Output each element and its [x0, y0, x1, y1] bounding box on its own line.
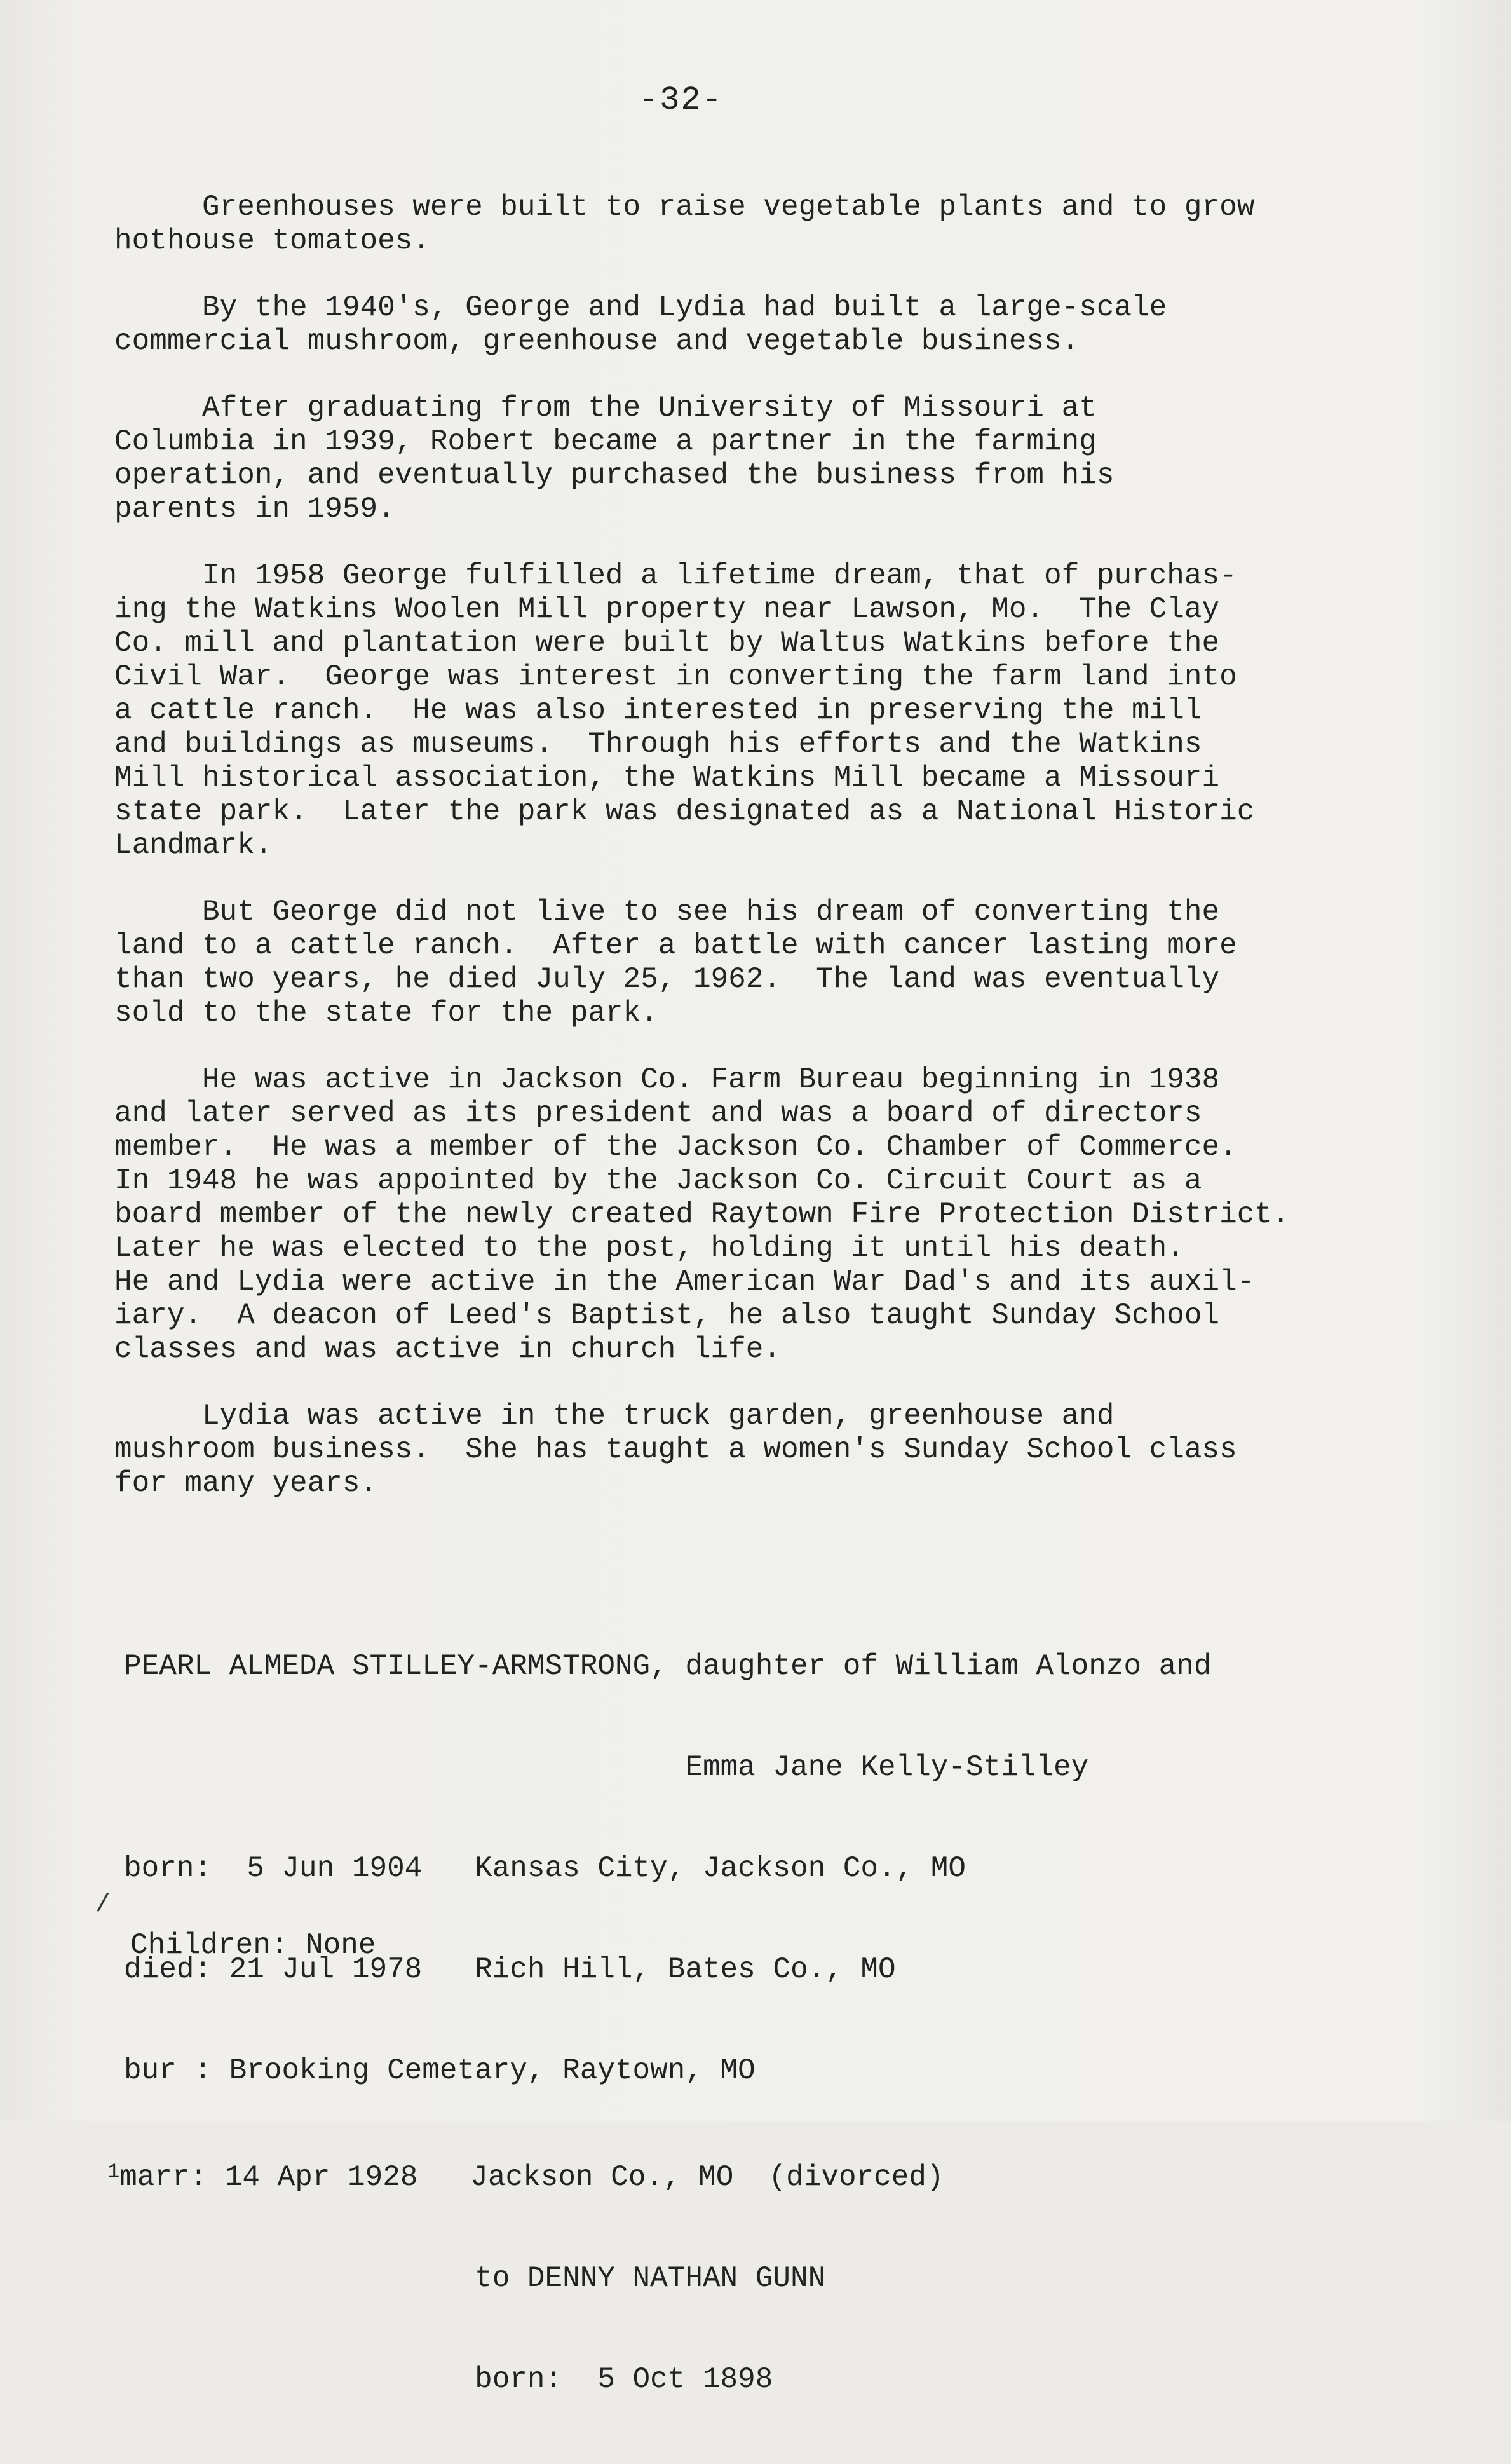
paragraph-lydia — [114, 1399, 1449, 1501]
text-line: He was active in Jackson Co. Farm Bureau beginning in 1938 — [114, 1063, 1220, 1096]
text-line: land to a cattle ranch. After a battle with cancer lasting more — [114, 929, 1237, 962]
text-line: for many years. — [114, 1467, 378, 1500]
text-line: member. He was a member of the Jackson Co. Chamber of Commerce. — [114, 1131, 1237, 1164]
text-line: iary. A deacon of Leed's Baptist, he also taught Sunday School — [114, 1299, 1220, 1332]
paragraph-greenhouses — [114, 191, 1449, 258]
text-line: Later he was elected to the post, holding it until his death. — [114, 1232, 1184, 1265]
text-line: operation, and eventually purchased the business from his — [114, 459, 1115, 492]
paragraph-activities — [114, 1063, 1449, 1366]
text-line: state park. Later the park was designated as a National Historic — [114, 795, 1255, 828]
paragraph-cancer — [114, 895, 1449, 1030]
record-spouse-born: born: 5 Oct 1898 — [124, 2363, 773, 2396]
text-line: Lydia was active in the truck garden, greenhouse and — [114, 1399, 1115, 1433]
text-line: Mill historical association, the Watkins Mill became a Missouri — [114, 761, 1220, 794]
page-number: -32- — [639, 81, 723, 119]
text-line: than two years, he died July 25, 1962. The land was eventually — [114, 963, 1220, 996]
text-line: By the 1940's, George and Lydia had built a large-scale — [114, 291, 1167, 324]
record-born: born: 5 Jun 1904 Kansas City, Jackson Co., MO — [124, 1852, 966, 1885]
body-text — [114, 191, 1449, 1534]
record-name-line: PEARL ALMEDA STILLEY-ARMSTRONG, daughter of William Alonzo and — [124, 1650, 1212, 1683]
paragraph-watkins-mill — [114, 559, 1449, 862]
text-line: Landmark. — [114, 829, 273, 862]
text-line: and buildings as museums. Through his efforts and the Watkins — [114, 728, 1202, 761]
text-line: commercial mushroom, greenhouse and vegetable business. — [114, 325, 1080, 358]
text-line: and later served as its president and was a board of directors — [114, 1097, 1202, 1130]
record-marriage: marr: 14 Apr 1928 Jackson Co., MO (divorced) — [119, 2161, 944, 2194]
paragraph-1940s — [114, 291, 1449, 358]
text-line: But George did not live to see his dream of converting the — [114, 895, 1220, 929]
text-line: ing the Watkins Woolen Mill property near Lawson, Mo. The Clay — [114, 593, 1220, 626]
stray-pen-mark: / — [95, 1891, 111, 1919]
text-line: Greenhouses were built to raise vegetable plants and to grow — [114, 191, 1255, 224]
text-line: classes and was active in church life. — [114, 1333, 781, 1366]
record-parent-line: Emma Jane Kelly-Stilley — [124, 1751, 1089, 1784]
text-line: a cattle ranch. He was also interested in preserving the mill — [114, 694, 1202, 727]
children-line: Children: None — [130, 1929, 376, 1962]
record-marriage-line — [107, 2155, 1211, 2195]
marriage-number-superscript: 1 — [107, 2160, 120, 2184]
text-line: Civil War. George was interest in converting the farm land into — [114, 660, 1237, 693]
text-line: Co. mill and plantation were built by Waltus Watkins before the — [114, 627, 1220, 660]
text-line: board member of the newly created Raytown Fire Protection District. — [114, 1198, 1290, 1231]
text-line: mushroom business. She has taught a women's Sunday School class — [114, 1433, 1237, 1466]
text-line: hothouse tomatoes. — [114, 224, 430, 257]
text-line: After graduating from the University of Missouri at — [114, 391, 1097, 425]
text-line: parents in 1959. — [114, 493, 395, 526]
text-line: sold to the state for the park. — [114, 997, 658, 1030]
record-spouse: to DENNY NATHAN GUNN — [124, 2262, 826, 2295]
record-died: died: 21 Jul 1978 Rich Hill, Bates Co., MO — [124, 1953, 896, 1986]
paragraph-robert — [114, 391, 1449, 526]
record-burial: bur : Brooking Cemetary, Raytown, MO — [124, 2054, 756, 2087]
text-line: Columbia in 1939, Robert became a partner in the farming — [114, 425, 1097, 458]
text-line: He and Lydia were active in the American War Dad's and its auxil- — [114, 1265, 1255, 1298]
text-line: In 1958 George fulfilled a lifetime dream, that of purchas- — [114, 559, 1237, 592]
text-line: In 1948 he was appointed by the Jackson Co. Circuit Court as a — [114, 1164, 1202, 1197]
genealogy-record — [107, 1583, 1212, 2464]
